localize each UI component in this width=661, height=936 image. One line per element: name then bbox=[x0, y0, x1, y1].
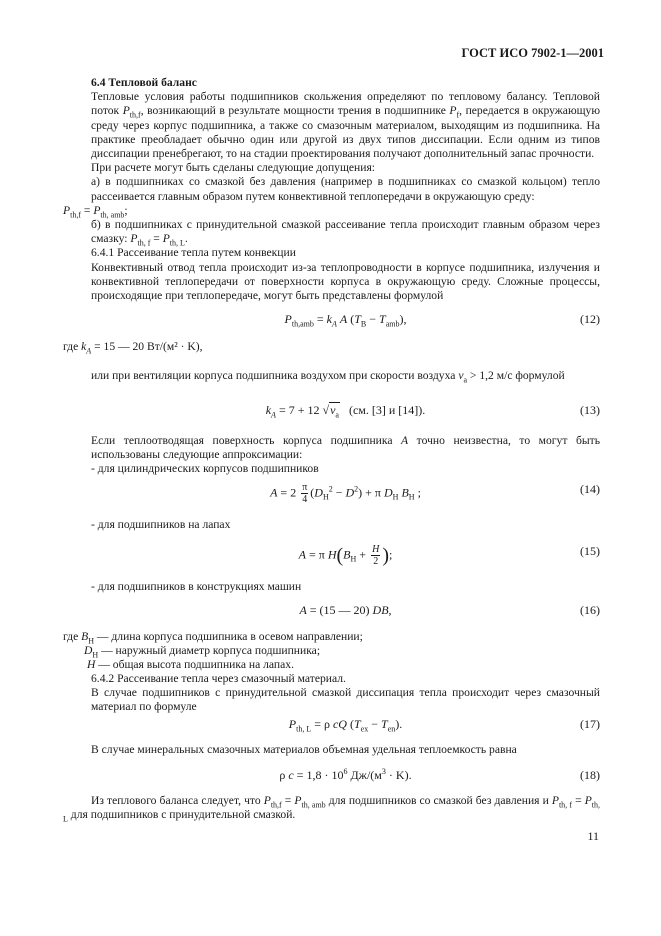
paragraph-4: б) в подшипниках с принудительной смазкой рассеивание тепла происходит главным образом через смазку: $P_{th, f} = P_{th, L}$. bbox=[91, 218, 600, 248]
where-item-dh: $D_H$ — наружный диаметр корпуса подшипника; bbox=[84, 644, 321, 660]
equation-12-number: (12) bbox=[580, 312, 600, 326]
where-item-bh-text: — длина корпуса подшипника в осевом направлении; bbox=[96, 630, 363, 643]
paragraph-15: В случае минеральных смазочных материалов объемная удельная теплоемкость равна bbox=[91, 743, 517, 756]
document-header: ГОСТ ИСО 7902-1—2001 bbox=[461, 46, 604, 60]
paragraph-2: При расчете могут быть сделаны следующие допущения: bbox=[91, 161, 376, 175]
where-item-dh-text: — наружный диаметр корпуса подшипника; bbox=[101, 644, 321, 658]
equation-13-ref: (см. [3] и [14]). bbox=[348, 403, 426, 417]
paragraph-12-block bbox=[91, 580, 600, 594]
paragraph-8: или при вентиляции корпуса подшипника воздухом при скорости воздуха $v_a > 1,2$ м/с формулой bbox=[91, 369, 565, 385]
paragraph-16-a: Из теплового баланса следует, что bbox=[91, 794, 261, 807]
paragraph-15-block bbox=[91, 743, 600, 757]
equation-15-formula: A = π $H(B_H$ + $\frac{H}{2}$ ); bbox=[298, 544, 393, 567]
paragraph-10: - для цилиндрических корпусов подшипников bbox=[91, 462, 319, 476]
where-item-h: H — общая высота подшипника на лапах. bbox=[87, 658, 294, 672]
equation-18-number: (18) bbox=[580, 768, 600, 782]
equation-18-formula: ρ $c = 1,8 \cdot 10^6$ $Дж/(м^3 \cdot K)$. bbox=[279, 767, 412, 782]
page-number: 11 bbox=[587, 829, 599, 843]
paragraph-12: - для подшипников в конструкциях машин bbox=[91, 580, 302, 593]
subsection-6-4-2: 6.4.2 Рассеивание тепла через смазочный материал. bbox=[91, 672, 346, 685]
paragraph-11: - для подшипников на лапах bbox=[91, 518, 231, 531]
paragraph-9: Если теплоотводящая поверхность корпуса подшипника A точно неизвестна, то могут быть использованы следующие аппроксимации: bbox=[91, 434, 600, 462]
paragraph-16-b: для подшипников со смазкой без давления и bbox=[328, 794, 549, 807]
equation-16 bbox=[91, 603, 600, 623]
equation-16-number: (16) bbox=[580, 603, 600, 617]
equation-17-number: (17) bbox=[580, 717, 600, 731]
paragraph-3: а) в подшипниках со смазкой без давления (например в подшипниках со смазкой кольцом) тепло рассеивается главным образом путем конвективной теплопередачи в окружающую среду: bbox=[91, 175, 600, 203]
equation-14 bbox=[91, 482, 600, 505]
ka-definition: где $k_A = 15$ — 20 Вт/(м² · K), bbox=[63, 340, 203, 356]
equation-18 bbox=[91, 768, 600, 788]
where-item-h-text: — общая высота подшипника на лапах. bbox=[98, 658, 294, 672]
paragraph-6: Конвективный отвод тепла происходит из-за теплопроводности в корпусе подшипника, излучения и конвективной теплопередачи от поверхности корпуса в окружающую среду. Сложные процессы, происходящие при теплопередаче, могут быть представлены формулой bbox=[91, 260, 600, 303]
where-list bbox=[63, 630, 600, 673]
equation-16-formula: A = (15 — 20) DB, bbox=[299, 603, 392, 617]
subsection-6-4-2-block bbox=[91, 672, 600, 715]
section-6-4 bbox=[63, 76, 600, 303]
equation-12-formula: $P_{th,amb} = k_A$ A $(T_B - T_{amb})$, bbox=[284, 312, 407, 329]
where-label: где bbox=[63, 340, 79, 353]
equation-14-number: (14) bbox=[580, 482, 600, 496]
where-item-bh: где $B_H$ — длина корпуса подшипника в осевом направлении; bbox=[63, 630, 363, 646]
paragraph-8-text: или при вентиляции корпуса подшипника воздухом при скорости воздуха bbox=[91, 369, 456, 382]
paragraph-11-block bbox=[91, 518, 600, 532]
equation-15-number: (15) bbox=[580, 544, 600, 558]
equation-14-formula: A = 2 $\frac{\pi}{4}$ $(D_H^2 - D^2) + \pi$ $D_H$ $B_H$ ; bbox=[270, 482, 421, 505]
paragraph-16: Из теплового баланса следует, что $P_{th,f} = P_{th, amb}$ для подшипников со смазкой без давления и $P_{th, f} = P_{th, L}$ для подшипников с принудительной смазкой. bbox=[63, 794, 601, 824]
paragraph-14: В случае подшипников с принудительной смазкой диссипация тепла происходит через смазочный материал по формуле bbox=[91, 686, 600, 714]
equation-13-number: (13) bbox=[580, 403, 600, 417]
paragraph-8-tail: формулой bbox=[515, 369, 565, 382]
section-title: 6.4 Тепловой баланс bbox=[91, 76, 197, 89]
equation-15 bbox=[91, 544, 600, 567]
paragraph-16-c: для подшипников с принудительной смазкой. bbox=[70, 808, 296, 822]
equation-17-formula: $P_{th, L} = \rho$ cQ $(T_{ex} - T_{en})$. bbox=[288, 717, 403, 734]
paragraph-9-block bbox=[91, 434, 600, 477]
equation-13 bbox=[91, 403, 600, 423]
equation-12 bbox=[91, 312, 600, 332]
paragraph-1: Тепловые условия работы подшипников скольжения определяют по тепловому балансу. Тепловой поток $P_{th,f}$, возникающий в результате мощности трения в подшипнике $P_f$, передается в окружающую среду через корпус подшипника, а также со смазочным материалом, выходящим из подшипника. На практике преобладает обычно один или другой из двух типов диссипации. Если одним из типов диссипации пренебрегают, то на стадии проектирования получают дополнительный запас прочности. bbox=[91, 90, 600, 161]
subsection-6-4-1: 6.4.1 Рассеивание тепла путем конвекции bbox=[91, 246, 296, 260]
equation-17 bbox=[91, 717, 600, 737]
formula-pthf-amb: $P_{th,f} = P_{th, amb}$; bbox=[63, 203, 128, 220]
equation-13-formula: $k_A = 7 + 12$ $√v_a$ (см. [3] и [14]). bbox=[265, 403, 426, 420]
